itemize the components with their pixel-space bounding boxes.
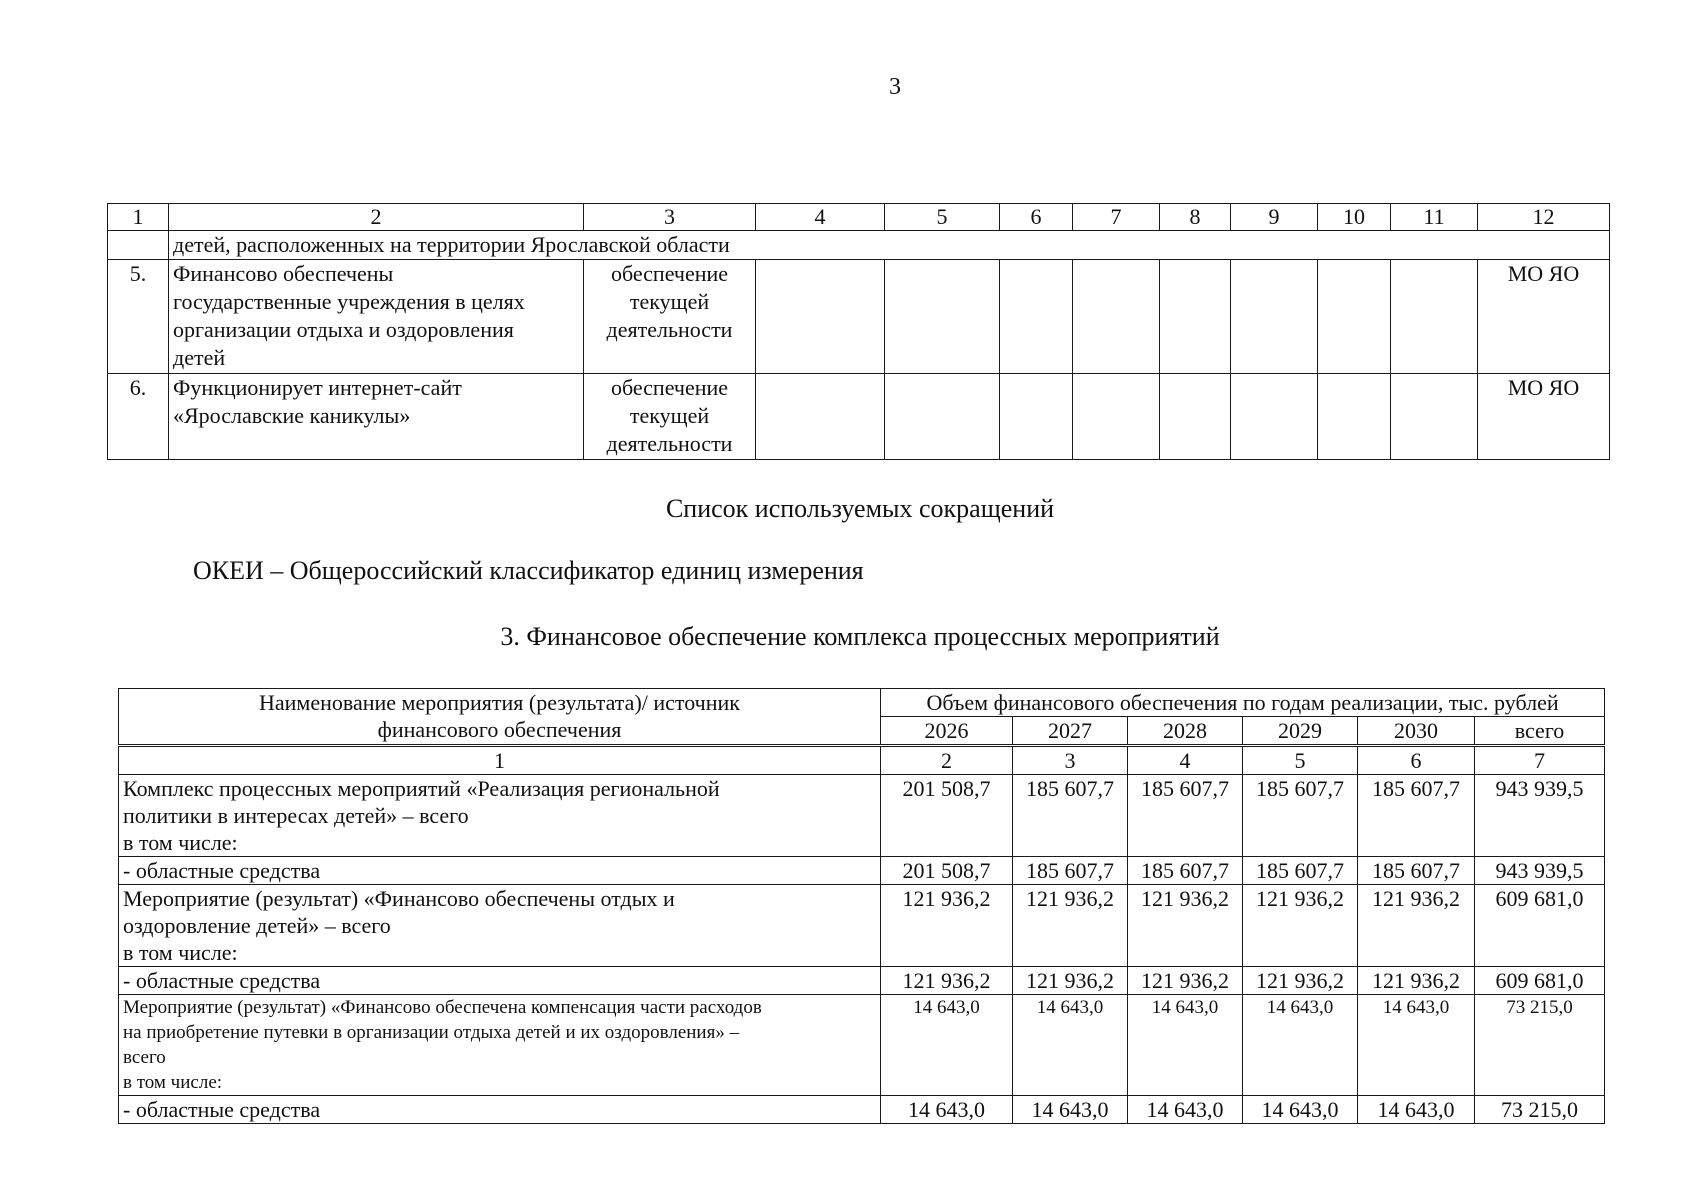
page-number: 3	[889, 74, 901, 100]
year-header: 2027	[1013, 717, 1128, 746]
column-number: 10	[1318, 204, 1391, 231]
value-cell: 121 936,2	[1013, 885, 1128, 967]
activity-name: Функционирует интернет-сайт «Ярославские каникулы»	[169, 374, 584, 460]
table-row	[119, 1096, 1605, 1124]
total-cell: 609 681,0	[1475, 967, 1605, 995]
table-row	[119, 885, 1605, 967]
value-cell: 121 936,2	[1358, 885, 1475, 967]
finance-table	[118, 688, 1605, 1124]
year-header: 2026	[881, 717, 1013, 746]
value-cell: 14 643,0	[1243, 1096, 1358, 1124]
value-cell: 185 607,7	[1128, 775, 1243, 857]
volume-header: Объем финансового обеспечения по годам реализации, тыс. рублей	[881, 689, 1605, 717]
total-cell: 943 939,5	[1475, 775, 1605, 857]
year-header: 2030	[1358, 717, 1475, 746]
value-cell: 201 508,7	[881, 775, 1013, 857]
table-row	[119, 857, 1605, 885]
value-cell: 14 643,0	[881, 995, 1013, 1096]
value-cell: 185 607,7	[1013, 857, 1128, 885]
value-cell: 185 607,7	[1013, 775, 1128, 857]
abbreviation-entry: ОКЕИ – Общероссийский классификатор единиц измерения	[193, 556, 864, 585]
table-row	[119, 775, 1605, 857]
column-number: 12	[1478, 204, 1610, 231]
column-number: 8	[1160, 204, 1231, 231]
continuation-text: детей, расположенных на территории Ярославской области	[169, 231, 1610, 260]
year-header: 2028	[1128, 717, 1243, 746]
column-number: 7	[1475, 746, 1605, 775]
column-number-row	[119, 746, 1605, 775]
value-cell: 14 643,0	[1358, 1096, 1475, 1124]
value-cell: 14 643,0	[1128, 1096, 1243, 1124]
value-cell: 185 607,7	[1128, 857, 1243, 885]
value-cell: 121 936,2	[1128, 885, 1243, 967]
activity-name: Финансово обеспечены государственные учреждения в целях организации отдыха и оздоровления детей	[169, 260, 584, 374]
value-cell: 185 607,7	[1358, 857, 1475, 885]
column-number: 6	[1000, 204, 1073, 231]
column-number: 3	[1013, 746, 1128, 775]
value-cell: 121 936,2	[1128, 967, 1243, 995]
value-cell: 14 643,0	[1243, 995, 1358, 1096]
item-name: Мероприятие (результат) «Финансово обеспечены отдых и оздоровление детей» – всего в том числе:	[119, 885, 881, 967]
total-cell: 73 215,0	[1475, 1096, 1605, 1124]
column-number: 11	[1391, 204, 1478, 231]
column-number: 7	[1073, 204, 1160, 231]
column-number: 3	[584, 204, 756, 231]
year-header: 2029	[1243, 717, 1358, 746]
value-cell: 121 936,2	[1243, 967, 1358, 995]
row-number: 5.	[108, 260, 169, 374]
column-number: 4	[1128, 746, 1243, 775]
value-cell: 201 508,7	[881, 857, 1013, 885]
value-cell: 185 607,7	[1243, 775, 1358, 857]
column-number: 6	[1358, 746, 1475, 775]
row-number: 6.	[108, 374, 169, 460]
column-number: 1	[108, 204, 169, 231]
value-cell: 14 643,0	[1358, 995, 1475, 1096]
column-number: 4	[756, 204, 885, 231]
value-cell: 121 936,2	[1358, 967, 1475, 995]
table-row	[119, 967, 1605, 995]
table-row	[119, 995, 1605, 1096]
value-cell: 14 643,0	[1128, 995, 1243, 1096]
item-name: Комплекс процессных мероприятий «Реализация региональной политики в интересах детей» – всего в том числе:	[119, 775, 881, 857]
total-cell: 609 681,0	[1475, 885, 1605, 967]
column-number: 1	[119, 746, 881, 775]
value-cell: 14 643,0	[1013, 995, 1128, 1096]
item-name: - областные средства	[119, 857, 881, 885]
item-name: - областные средства	[119, 967, 881, 995]
column-number: 5	[885, 204, 1000, 231]
activities-table	[107, 203, 1610, 460]
total-cell: 943 939,5	[1475, 857, 1605, 885]
value-cell: 185 607,7	[1358, 775, 1475, 857]
name-header: Наименование мероприятия (результата)/ источник финансового обеспечения	[119, 689, 881, 746]
item-name: Мероприятие (результат) «Финансово обеспечена компенсация части расходов на приобретение путевки в организации отдыха детей и их оздоровления» – всего в том числе:	[119, 995, 881, 1096]
column-number: 5	[1243, 746, 1358, 775]
finance-section-title: 3. Финансовое обеспечение комплекса процессных мероприятий	[500, 622, 1220, 651]
value-cell: 121 936,2	[881, 885, 1013, 967]
total-header: всего	[1475, 717, 1605, 746]
value-cell: 121 936,2	[1013, 967, 1128, 995]
activity-type: обеспечение текущей деятельности	[584, 374, 756, 460]
continuation-row	[108, 231, 1610, 260]
value-cell: 121 936,2	[881, 967, 1013, 995]
item-name: - областные средства	[119, 1096, 881, 1124]
value-cell: 14 643,0	[1013, 1096, 1128, 1124]
value-cell: 185 607,7	[1243, 857, 1358, 885]
total-cell: 73 215,0	[1475, 995, 1605, 1096]
table-row	[108, 374, 1610, 460]
column-number: 2	[881, 746, 1013, 775]
column-number: 2	[169, 204, 584, 231]
responsible: МО ЯО	[1478, 374, 1610, 460]
column-number-row	[108, 204, 1610, 231]
value-cell: 121 936,2	[1243, 885, 1358, 967]
column-number: 9	[1231, 204, 1318, 231]
table-row	[108, 260, 1610, 374]
abbreviations-title: Список используемых сокращений	[665, 494, 1055, 523]
responsible: МО ЯО	[1478, 260, 1610, 374]
value-cell: 14 643,0	[881, 1096, 1013, 1124]
header-row	[119, 689, 1605, 717]
activity-type: обеспечение текущей деятельности	[584, 260, 756, 374]
